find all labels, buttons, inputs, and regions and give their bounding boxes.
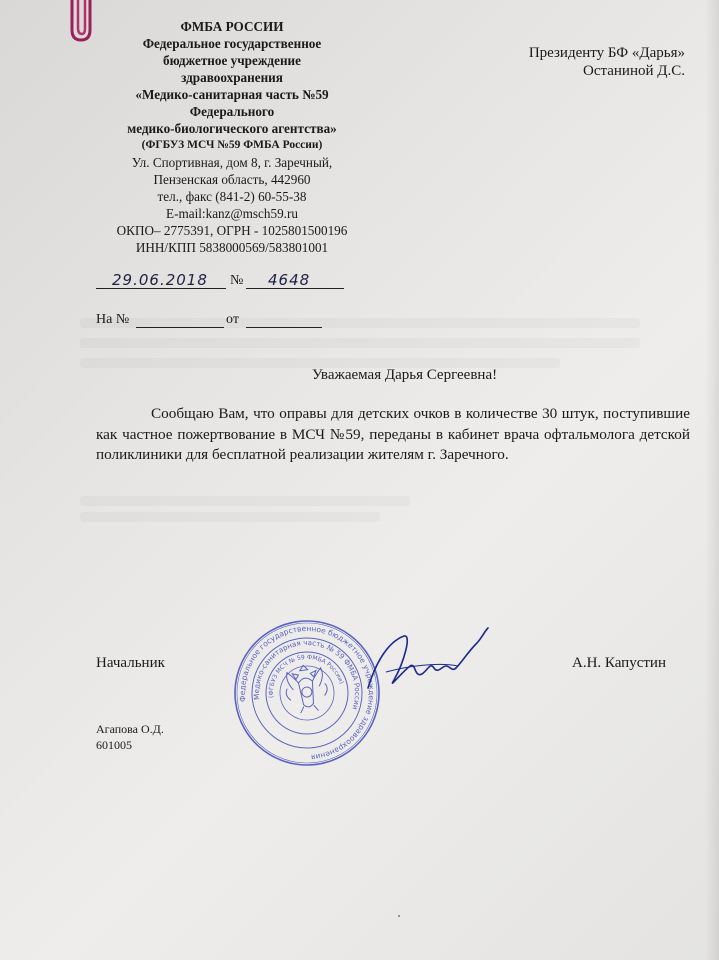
greeting: Уважаемая Дарья Сергеевна!: [312, 367, 498, 383]
stamp-inner-text: Медико-санитарная часть № 59 ФМБА России: [251, 637, 363, 711]
org-okpo-ogrn: ОКПО– 2775391, ОГРН - 1025801500196: [116, 223, 348, 238]
outgoing-date-number: [96, 271, 346, 291]
executor-block: [96, 721, 164, 753]
outgoing-date: 29.06.2018: [112, 271, 208, 289]
org-email: E-mail:kanz@msch59.ru: [166, 206, 298, 221]
page-speck: [398, 915, 400, 917]
org-phone: тел., факс (841-2) 60-55-38: [157, 189, 307, 204]
org-address-line: Пензенская область, 442960: [153, 172, 311, 187]
ghost-line: [80, 338, 640, 348]
reply-reference: [96, 312, 336, 332]
org-address-line: Ул. Спортивная, дом 8, г. Заречный,: [131, 155, 333, 170]
recipient-title: Президенту БФ «Дарья»: [528, 45, 685, 61]
signatory-title: Начальник: [96, 655, 165, 671]
org-line: бюджетное учреждение: [162, 53, 301, 68]
body-text: Сообщаю Вам, что оправы для детских очков в количестве 30 штук, поступившие как частное пожертвование в МСЧ №59, переданы в кабинет врача офтальмолога детской поликлиники для бесплатной реализации жителям г. Заречного.: [96, 405, 690, 463]
number-underline: [246, 288, 344, 289]
org-line: ФМБА РОССИИ: [180, 19, 284, 34]
org-line: Федерального: [189, 104, 275, 119]
reply-from-label: от: [226, 312, 239, 327]
stamp-outer-text: Федеральное государственное бюджетное учреждение здравоохранения: [237, 623, 377, 762]
reply-date-underline: [246, 327, 322, 328]
signatory-name: А.Н. Капустин: [572, 655, 666, 671]
paper-clip-icon: [64, 0, 98, 44]
reply-prefix: На №: [96, 312, 130, 327]
coat-of-arms-icon: [283, 662, 330, 714]
handwritten-signature: [358, 622, 498, 700]
ghost-line: [80, 512, 380, 522]
reply-number-underline: [136, 327, 224, 328]
org-line: «Медико-санитарная часть №59: [135, 87, 329, 102]
org-line: Федеральное государственное: [142, 36, 322, 51]
page-edge-shadow: [705, 0, 719, 960]
org-line: медико-биологического агентства»: [127, 121, 337, 136]
stamp-ring-text: (ФГБУЗ МСЧ № 59 ФМБА России): [267, 653, 345, 699]
org-abbrev: (ФГБУЗ МСЧ №59 ФМБА России): [141, 139, 323, 151]
organization-header: [96, 18, 368, 256]
org-line: здравоохранения: [181, 70, 283, 85]
outgoing-number: 4648: [268, 271, 311, 289]
date-underline: [96, 288, 226, 289]
executor-name: Агапова О.Д.: [96, 722, 164, 736]
org-inn-kpp: ИНН/КПП 5838000569/583801001: [135, 240, 329, 255]
number-label: №: [230, 273, 244, 288]
ghost-line: [80, 496, 410, 506]
executor-phone: 601005: [96, 738, 132, 752]
recipient-name: Останиной Д.С.: [583, 63, 685, 79]
recipient-block: [529, 44, 685, 80]
